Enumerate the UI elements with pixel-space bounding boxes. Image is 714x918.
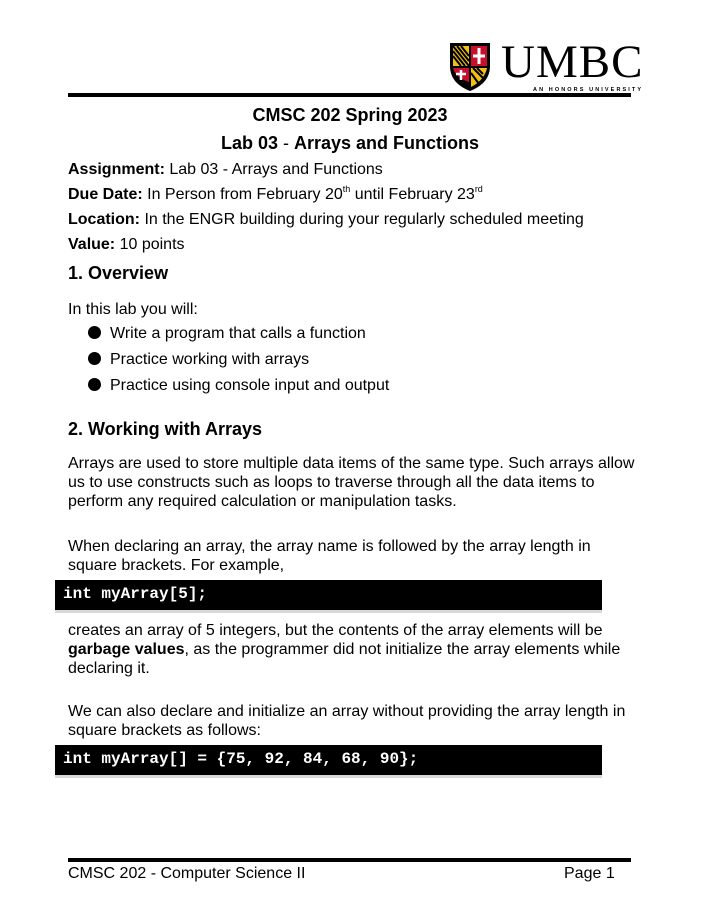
lab-title-separator: - [277, 133, 294, 153]
list-item [88, 325, 366, 343]
assignment-label: Assignment: [68, 161, 165, 178]
list-item [88, 351, 309, 369]
arrays-paragraph-4: We can also declare and initialize an array without providing the array length in square brackets as follows: [68, 703, 626, 739]
assignment-field [68, 161, 383, 179]
overview-heading: 1. Overview [68, 263, 169, 283]
code-block-initialization: int myArray[] = {75, 92, 84, 68, 90}; [55, 745, 602, 778]
header-rule [68, 93, 631, 97]
arrays-paragraph-3 [68, 621, 643, 678]
bullet-icon [88, 326, 101, 339]
arrays-heading: 2. Working with Arrays [68, 419, 263, 439]
due-date-text-1: In Person from February 20 [142, 186, 343, 203]
code-block-declaration: int myArray[5]; [55, 580, 602, 613]
list-item-text: Write a program that calls a function [110, 325, 366, 342]
overview-intro: In this lab you will: [68, 301, 198, 318]
location-label: Location: [68, 211, 140, 228]
logo-wordmark: UMBC [501, 36, 644, 88]
lab-number: Lab 03 [220, 133, 278, 153]
maryland-shield-icon [447, 40, 493, 92]
due-date-field [68, 186, 483, 204]
bullet-icon [88, 352, 101, 365]
arrays-paragraph-2: When declaring an array, the array name is followed by the array length in square brackets. For example, [68, 538, 591, 574]
logo-subtitle: AN HONORS UNIVERSITY [533, 87, 644, 93]
arrays-paragraph-1: Arrays are used to store multiple data items of the same type. Such arrays allow us to use constructs such as loops to traverse through all the data items to perform any required calculation or manipulation tasks. [68, 455, 635, 510]
lab-title [0, 133, 700, 154]
paragraph-3-text-after: , as the programmer did not initialize the array elements while declaring it. [68, 641, 621, 677]
value-value: 10 points [115, 236, 185, 253]
due-date-text-2: until February 23 [350, 186, 475, 203]
footer-course: CMSC 202 - Computer Science II [68, 865, 306, 882]
location-value: In the ENGR building during your regularly scheduled meeting [140, 211, 584, 228]
garbage-values-term: garbage values [68, 641, 185, 658]
bullet-icon [88, 378, 101, 391]
list-item [88, 377, 389, 395]
assignment-value: Lab 03 - Arrays and Functions [164, 161, 383, 178]
value-label: Value: [68, 236, 116, 253]
list-item-text: Practice using console input and output [110, 377, 390, 394]
footer-rule [68, 858, 631, 862]
lab-name: Arrays and Functions [293, 133, 480, 153]
page-number: Page 1 [564, 865, 615, 882]
due-date-sup-1: th [342, 184, 351, 194]
umbc-logo [447, 36, 644, 94]
course-title: CMSC 202 Spring 2023 [252, 105, 448, 125]
list-item-text: Practice working with arrays [110, 351, 310, 368]
value-field [68, 236, 185, 254]
location-field [68, 211, 584, 229]
paragraph-3-text-before: creates an array of 5 integers, but the contents of the array elements will be [68, 622, 603, 639]
due-date-sup-2: rd [474, 184, 483, 194]
due-date-label: Due Date: [68, 186, 143, 203]
